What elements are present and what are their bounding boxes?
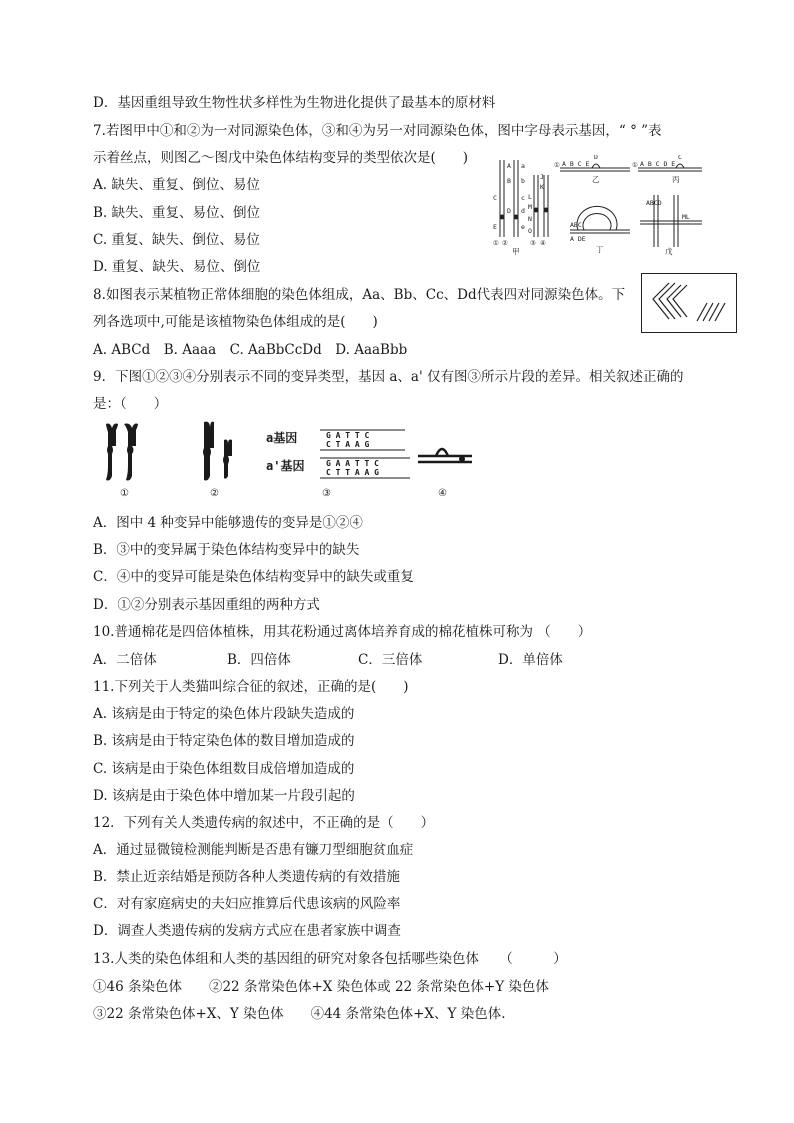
q9-label-2: ② [210, 488, 219, 499]
q7-gene-b: b [521, 177, 525, 185]
q7-label-ding: 丁 [596, 245, 604, 254]
q10-stem: 10.普通棉花是四倍体植株，用其花粉通过离体培养育成的棉花植株可称为 （ ） [93, 624, 592, 640]
q9-label-3: ③ [322, 488, 331, 499]
q7-yi-genes: A B C E [562, 160, 590, 168]
q7-gene-A: A [507, 162, 511, 170]
q7-gene-K: K [540, 183, 544, 191]
q8-options: A. ABCd B. Aaaa C. AaBbCcDd D. AaaBbb [93, 342, 408, 358]
q7-bing-marker: ① [632, 161, 638, 169]
q7-label-jia: 甲 [512, 247, 520, 255]
q7-gene-N: N [528, 215, 532, 223]
q10-option-d: D．单倍体 [498, 652, 563, 668]
q7-marker-3: ③ [530, 239, 536, 247]
q7-ding-bottom: A DE [570, 235, 586, 243]
q9-label-1: ① [120, 488, 129, 499]
q9-gene-a-label: a基因 [266, 431, 298, 445]
q7-stem-line2: 示着丝点，则图乙～图戊中染色体结构变异的类型依次是( ) [93, 150, 469, 166]
q7-marker-1: ① [493, 239, 499, 247]
q7-gene-O: O [528, 227, 532, 235]
q9-option-b: B．③中的变异属于染色体结构变异中的缺失 [93, 542, 360, 558]
q13-stem: 13.人类的染色体组和人类的基因组的研究对象各包括哪些染色体 （ ） [93, 951, 567, 967]
q9-stem-line2: 是：（ ） [93, 396, 168, 412]
q7-gene-E: E [493, 223, 497, 231]
q7-yi-loop: D [594, 155, 598, 161]
q7-ding-top: ABC [570, 221, 582, 229]
q9-seq-a-top: G A T T C [326, 431, 370, 440]
q12-option-c: C．对有家庭病史的夫妇应推算后代患该病的风险率 [93, 896, 401, 912]
q9-option-a: A．图中 4 种变异中能够遗传的变异是①②④ [93, 515, 363, 531]
q7-wu-genes: ABCD [646, 199, 662, 207]
q9-seq-a-bottom: C T A A G [326, 440, 370, 449]
q7-wu-right: ML [682, 213, 690, 221]
q7-gene-M: M [528, 203, 532, 211]
q7-option-a: A. 缺失、重复、倒位、易位 [93, 177, 260, 193]
q9-gene-a-prime-label: a'基因 [266, 459, 305, 473]
q7-gene-e: e [521, 223, 525, 231]
q9-seq-ap-top: G A A T T C [326, 459, 379, 468]
q7-yi-marker: ① [554, 161, 560, 169]
q9-option-d: D．①②分别表示基因重组的两种方式 [93, 597, 320, 613]
q9-option-c: C．④中的变异可能是染色体结构变异中的缺失或重复 [93, 569, 414, 585]
q7-gene-D: D [507, 207, 511, 215]
q7-gene-L: L [528, 193, 532, 201]
q7-label-yi: 乙 [592, 175, 600, 184]
q11-option-a: A. 该病是由于特定的染色体片段缺失造成的 [93, 706, 355, 722]
q9-variation-figure [100, 418, 480, 503]
q7-label-wu: 戊 [665, 247, 673, 255]
q7-option-d: D. 重复、缺失、易位、倒位 [93, 259, 261, 275]
q6-option-d: D．基因重组导致生物性状多样性为生物进化提供了最基本的原材料 [93, 95, 496, 111]
q11-option-d: D. 该病是由于染色体中增加某一片段引起的 [93, 788, 355, 804]
q7-option-b: B. 缺失、重复、易位、倒位 [93, 205, 261, 221]
q8-stem-line2: 列各选项中,可能是该植物染色体组成的是( ) [93, 314, 378, 330]
q8-stem-line1: 8.如图表示某植物正常体细胞的染色体组成，Aa、Bb、Cc、Dd代表四对同源染色体。下 [93, 287, 626, 303]
q7-gene-d: d [521, 207, 525, 215]
q7-marker-2: ② [502, 239, 508, 247]
q12-option-b: B．禁止近亲结婚是预防各种人类遗传病的有效措施 [93, 869, 400, 885]
q9-label-4: ④ [438, 488, 447, 499]
q11-option-b: B. 该病是由于特定染色体的数目增加造成的 [93, 733, 355, 749]
q7-marker-4: ④ [540, 239, 546, 247]
q12-stem: 12．下列有关人类遗传病的叙述中，不正确的是（ ） [93, 815, 435, 831]
q12-option-d: D．调查人类遗传病的发病方式应在患者家族中调查 [93, 923, 401, 939]
q7-gene-B: B [507, 177, 511, 185]
q10-option-b: B．四倍体 [227, 652, 291, 668]
q11-option-c: C. 该病是由于染色体组数目成倍增加造成的 [93, 761, 355, 777]
q10-option-a: A．二倍体 [93, 652, 157, 668]
q7-option-c: C. 重复、缺失、倒位、易位 [93, 232, 260, 248]
q7-gene-a: a [521, 162, 525, 170]
q9-stem-line1: 9．下图①②③④分别表示不同的变异类型，基因 a、a' 仅有图③所示片段的差异。相关叙述正确的 [93, 369, 684, 385]
q7-label-bing: 丙 [672, 175, 680, 184]
q7-bing-genes: A B C D E [640, 160, 676, 168]
q13-item-1-2: ①46 条染色体 ②22 条常染色体+X 染色体或 22 条常染色体+Y 染色体 [93, 979, 549, 995]
q9-seq-ap-bottom: C T T A A G [326, 468, 379, 477]
q7-chromosome-figure [490, 155, 705, 255]
q8-chromosome-box [641, 273, 737, 333]
q7-bing-loop: C [678, 155, 682, 161]
q7-gene-J: J [540, 173, 544, 181]
q7-stem-line1: 7.若图甲中①和②为一对同源染色体，③和④为另一对同源染色体，图中字母表示基因，“ ° ”表 [93, 123, 662, 139]
q7-gene-C: C [493, 194, 497, 202]
q7-gene-c: c [521, 194, 525, 202]
q12-option-a: A．通过显微镜检测能判断是否患有镰刀型细胞贫血症 [93, 842, 414, 858]
q13-item-3-4: ③22 条常染色体+X、Y 染色体 ④44 条常染色体+X、Y 染色体. [93, 1006, 506, 1022]
q11-stem: 11.下列关于人类猫叫综合征的叙述，正确的是( ) [93, 679, 409, 695]
q10-option-c: C．三倍体 [358, 652, 423, 668]
